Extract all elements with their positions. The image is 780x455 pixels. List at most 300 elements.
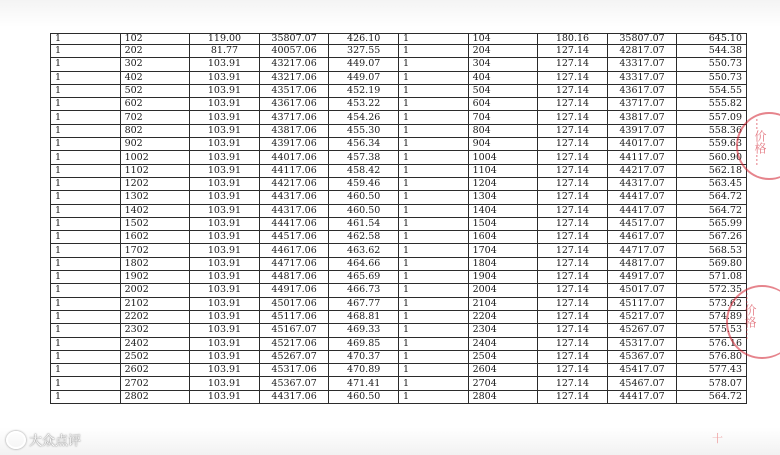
table-cell: 1002: [120, 151, 190, 164]
table-cell: 1504: [468, 217, 538, 230]
table-cell: 104: [468, 34, 538, 45]
table-cell: 1: [398, 390, 468, 403]
table-row: [51, 390, 747, 403]
table-cell: 103.91: [190, 98, 260, 111]
table-cell: 44717.06: [259, 257, 329, 270]
table-cell: 35807.07: [259, 34, 329, 45]
table-cell: 460.50: [329, 390, 399, 403]
table-cell: 1604: [468, 231, 538, 244]
table-row: [51, 138, 747, 151]
table-cell: 564.72: [677, 191, 747, 204]
table-cell: 404: [468, 71, 538, 84]
table-cell: 1: [51, 310, 121, 323]
table-cell: 1: [398, 164, 468, 177]
table-cell: 576.80: [677, 350, 747, 363]
table-cell: 44117.07: [607, 151, 677, 164]
table-cell: 2304: [468, 324, 538, 337]
table-row: [51, 337, 747, 350]
table-cell: 45117.06: [259, 310, 329, 323]
table-cell: 127.14: [538, 377, 608, 390]
table-cell: 44417.06: [259, 217, 329, 230]
table-cell: 504: [468, 84, 538, 97]
table-cell: 43817.06: [259, 124, 329, 137]
table-cell: 127.14: [538, 217, 608, 230]
table-cell: 1: [51, 377, 121, 390]
table-cell: 103.91: [190, 310, 260, 323]
table-cell: 559.63: [677, 138, 747, 151]
price-table: [50, 33, 747, 404]
table-cell: 127.14: [538, 204, 608, 217]
table-cell: 463.62: [329, 244, 399, 257]
table-cell: 1: [51, 98, 121, 111]
watermark: [6, 430, 81, 449]
table-cell: 45267.07: [607, 324, 677, 337]
table-cell: 554.55: [677, 84, 747, 97]
table-cell: 1: [398, 310, 468, 323]
table-cell: 458.42: [329, 164, 399, 177]
table-cell: 560.90: [677, 151, 747, 164]
table-cell: 45017.07: [607, 284, 677, 297]
table-cell: 1: [51, 164, 121, 177]
table-cell: 44617.07: [607, 231, 677, 244]
table-cell: 45267.07: [259, 350, 329, 363]
table-cell: 103.91: [190, 364, 260, 377]
table-cell: 1304: [468, 191, 538, 204]
table-cell: 572.35: [677, 284, 747, 297]
table-cell: 1: [51, 84, 121, 97]
table-cell: 45117.07: [607, 297, 677, 310]
table-row: [51, 191, 747, 204]
table-cell: 1: [398, 350, 468, 363]
table-cell: 1: [398, 98, 468, 111]
table-cell: 2104: [468, 297, 538, 310]
table-cell: 466.73: [329, 284, 399, 297]
table-cell: 103.91: [190, 58, 260, 71]
table-cell: 44217.07: [607, 164, 677, 177]
table-row: [51, 217, 747, 230]
table-cell: 573.62: [677, 297, 747, 310]
table-row: [51, 310, 747, 323]
table-cell: 1602: [120, 231, 190, 244]
table-cell: 127.14: [538, 177, 608, 190]
table-cell: 202: [120, 45, 190, 58]
table-cell: 2602: [120, 364, 190, 377]
table-cell: 550.73: [677, 58, 747, 71]
table-cell: 402: [120, 71, 190, 84]
table-cell: 127.14: [538, 257, 608, 270]
table-cell: 127.14: [538, 191, 608, 204]
table-cell: 40057.06: [259, 45, 329, 58]
table-cell: 578.07: [677, 377, 747, 390]
table-cell: 43917.07: [607, 124, 677, 137]
table-cell: 127.14: [538, 84, 608, 97]
price-table-body: [51, 34, 747, 404]
seal-text: …价格…: [753, 118, 767, 166]
table-cell: 804: [468, 124, 538, 137]
table-cell: 1: [51, 297, 121, 310]
table-cell: 2504: [468, 350, 538, 363]
table-cell: 1: [398, 364, 468, 377]
table-cell: 1: [398, 337, 468, 350]
table-cell: 127.14: [538, 98, 608, 111]
table-cell: 43617.07: [607, 84, 677, 97]
table-cell: 44517.07: [607, 217, 677, 230]
table-cell: 44017.06: [259, 151, 329, 164]
table-cell: 1: [398, 34, 468, 45]
ring-logo-icon: [6, 431, 26, 449]
table-cell: 44417.07: [607, 390, 677, 403]
table-cell: 127.14: [538, 324, 608, 337]
table-row: [51, 84, 747, 97]
table-cell: 1: [398, 257, 468, 270]
table-cell: 44417.07: [607, 204, 677, 217]
table-cell: 1502: [120, 217, 190, 230]
table-row: [51, 204, 747, 217]
table-cell: 44117.06: [259, 164, 329, 177]
table-cell: 1: [398, 204, 468, 217]
table-cell: 127.14: [538, 151, 608, 164]
table-cell: 544.38: [677, 45, 747, 58]
table-cell: 1: [398, 138, 468, 151]
table-cell: 1: [398, 151, 468, 164]
table-cell: 43617.06: [259, 98, 329, 111]
table-cell: 103.91: [190, 217, 260, 230]
table-cell: 470.89: [329, 364, 399, 377]
table-cell: 43917.06: [259, 138, 329, 151]
table-cell: 44417.07: [607, 191, 677, 204]
table-cell: 1302: [120, 191, 190, 204]
table-cell: 1: [398, 271, 468, 284]
table-cell: 43217.06: [259, 71, 329, 84]
table-cell: 44317.06: [259, 191, 329, 204]
table-cell: 576.16: [677, 337, 747, 350]
table-cell: 1: [51, 390, 121, 403]
table-cell: 454.26: [329, 111, 399, 124]
table-cell: 555.82: [677, 98, 747, 111]
table-row: [51, 284, 747, 297]
table-cell: 103.91: [190, 337, 260, 350]
table-cell: 2002: [120, 284, 190, 297]
table-cell: 127.14: [538, 124, 608, 137]
table-cell: 1: [51, 364, 121, 377]
table-cell: 462.58: [329, 231, 399, 244]
table-row: [51, 350, 747, 363]
table-cell: 44317.07: [607, 177, 677, 190]
table-cell: 470.37: [329, 350, 399, 363]
table-cell: 1: [51, 151, 121, 164]
table-cell: 127.14: [538, 231, 608, 244]
table-cell: 1: [398, 71, 468, 84]
table-cell: 43817.07: [607, 111, 677, 124]
table-cell: 704: [468, 111, 538, 124]
table-cell: 43717.07: [607, 98, 677, 111]
table-row: [51, 98, 747, 111]
table-row: [51, 257, 747, 270]
table-cell: 1: [51, 111, 121, 124]
table-cell: 562.18: [677, 164, 747, 177]
table-cell: 2102: [120, 297, 190, 310]
table-row: [51, 151, 747, 164]
table-cell: 1102: [120, 164, 190, 177]
table-cell: 103.91: [190, 84, 260, 97]
table-cell: 457.38: [329, 151, 399, 164]
table-cell: 1: [51, 124, 121, 137]
table-row: [51, 58, 747, 71]
table-cell: 1: [398, 45, 468, 58]
table-cell: 103.91: [190, 297, 260, 310]
table-cell: 904: [468, 138, 538, 151]
watermark-label: 大众点评: [29, 434, 82, 449]
table-cell: 302: [120, 58, 190, 71]
table-row: [51, 271, 747, 284]
table-cell: 304: [468, 58, 538, 71]
table-cell: 119.00: [190, 34, 260, 45]
table-cell: 571.08: [677, 271, 747, 284]
table-cell: 103.91: [190, 271, 260, 284]
table-cell: 567.26: [677, 231, 747, 244]
table-cell: 45317.07: [607, 337, 677, 350]
table-cell: 1: [51, 217, 121, 230]
table-row: [51, 45, 747, 58]
table-cell: 2004: [468, 284, 538, 297]
table-cell: 1702: [120, 244, 190, 257]
table-cell: 103.91: [190, 71, 260, 84]
table-cell: 44917.07: [607, 271, 677, 284]
table-cell: 1: [398, 191, 468, 204]
table-cell: 465.69: [329, 271, 399, 284]
table-cell: 103.91: [190, 124, 260, 137]
table-cell: 565.99: [677, 217, 747, 230]
table-cell: 2202: [120, 310, 190, 323]
table-cell: 45317.06: [259, 364, 329, 377]
table-cell: 449.07: [329, 58, 399, 71]
table-cell: 1: [51, 350, 121, 363]
table-cell: 1: [51, 231, 121, 244]
table-cell: 103.91: [190, 191, 260, 204]
table-cell: 42817.07: [607, 45, 677, 58]
table-cell: 1: [51, 58, 121, 71]
table-cell: 103.91: [190, 244, 260, 257]
table-cell: 1: [398, 297, 468, 310]
table-cell: 604: [468, 98, 538, 111]
table-cell: 1: [51, 191, 121, 204]
table-row: [51, 297, 747, 310]
table-row: [51, 244, 747, 257]
table-cell: 127.14: [538, 58, 608, 71]
table-cell: 426.10: [329, 34, 399, 45]
table-cell: 1104: [468, 164, 538, 177]
table-cell: 1202: [120, 177, 190, 190]
table-cell: 43317.07: [607, 71, 677, 84]
table-cell: 1: [51, 204, 121, 217]
table-cell: 44817.07: [607, 257, 677, 270]
table-cell: 1: [398, 177, 468, 190]
table-cell: 44217.06: [259, 177, 329, 190]
table-cell: 1: [51, 257, 121, 270]
table-cell: 2402: [120, 337, 190, 350]
table-cell: 456.34: [329, 138, 399, 151]
table-cell: 1: [398, 58, 468, 71]
table-cell: 45367.07: [607, 350, 677, 363]
table-cell: 103.91: [190, 231, 260, 244]
table-cell: 902: [120, 138, 190, 151]
table-cell: 1: [398, 111, 468, 124]
table-cell: 577.43: [677, 364, 747, 377]
table-cell: 103.91: [190, 138, 260, 151]
table-row: [51, 231, 747, 244]
table-cell: 44317.06: [259, 204, 329, 217]
table-cell: 43317.07: [607, 58, 677, 71]
table-cell: 460.50: [329, 191, 399, 204]
table-cell: 1402: [120, 204, 190, 217]
table-cell: 45217.06: [259, 337, 329, 350]
table-cell: 2302: [120, 324, 190, 337]
table-cell: 1802: [120, 257, 190, 270]
table-cell: 460.50: [329, 204, 399, 217]
table-cell: 103.91: [190, 111, 260, 124]
table-cell: 453.22: [329, 98, 399, 111]
table-row: [51, 124, 747, 137]
table-cell: 2204: [468, 310, 538, 323]
table-cell: 127.14: [538, 350, 608, 363]
table-cell: 103.91: [190, 284, 260, 297]
table-cell: 574.89: [677, 310, 747, 323]
table-cell: 557.09: [677, 111, 747, 124]
table-cell: 449.07: [329, 71, 399, 84]
table-cell: 35807.07: [607, 34, 677, 45]
table-cell: 44017.07: [607, 138, 677, 151]
table-cell: 45217.07: [607, 310, 677, 323]
table-cell: 1: [51, 284, 121, 297]
table-cell: 471.41: [329, 377, 399, 390]
table-cell: 127.14: [538, 45, 608, 58]
table-cell: 103.91: [190, 177, 260, 190]
table-cell: 568.53: [677, 244, 747, 257]
table-cell: 103.91: [190, 257, 260, 270]
table-row: [51, 164, 747, 177]
table-cell: 180.16: [538, 34, 608, 45]
corner-mark: 十: [712, 432, 723, 445]
table-cell: 45017.06: [259, 297, 329, 310]
table-cell: 2404: [468, 337, 538, 350]
table-cell: 127.14: [538, 71, 608, 84]
table-cell: 44917.06: [259, 284, 329, 297]
table-row: [51, 71, 747, 84]
table-cell: 127.14: [538, 284, 608, 297]
table-cell: 204: [468, 45, 538, 58]
table-cell: 127.14: [538, 364, 608, 377]
table-cell: 575.53: [677, 324, 747, 337]
table-cell: 563.45: [677, 177, 747, 190]
table-cell: 1: [51, 271, 121, 284]
table-cell: 44517.06: [259, 231, 329, 244]
table-cell: 468.81: [329, 310, 399, 323]
table-cell: 1: [51, 45, 121, 58]
table-cell: 1904: [468, 271, 538, 284]
table-cell: 127.14: [538, 138, 608, 151]
table-cell: 469.85: [329, 337, 399, 350]
table-cell: 702: [120, 111, 190, 124]
table-cell: 1: [398, 284, 468, 297]
table-cell: 1902: [120, 271, 190, 284]
table-row: [51, 377, 747, 390]
table-cell: 44617.06: [259, 244, 329, 257]
table-cell: 45467.07: [607, 377, 677, 390]
table-cell: 45417.07: [607, 364, 677, 377]
table-cell: 81.77: [190, 45, 260, 58]
table-cell: 1: [51, 324, 121, 337]
table-cell: 2704: [468, 377, 538, 390]
table-cell: 1804: [468, 257, 538, 270]
table-cell: 469.33: [329, 324, 399, 337]
table-cell: 127.14: [538, 244, 608, 257]
table-cell: 45167.07: [259, 324, 329, 337]
table-cell: 127.14: [538, 111, 608, 124]
table-cell: 103.91: [190, 204, 260, 217]
table-cell: 569.80: [677, 257, 747, 270]
table-cell: 452.19: [329, 84, 399, 97]
table-cell: 2604: [468, 364, 538, 377]
table-cell: 43217.06: [259, 58, 329, 71]
table-row: [51, 177, 747, 190]
table-cell: 455.30: [329, 124, 399, 137]
table-cell: 802: [120, 124, 190, 137]
table-cell: 127.14: [538, 337, 608, 350]
table-cell: 127.14: [538, 310, 608, 323]
table-cell: 461.54: [329, 217, 399, 230]
table-cell: 327.55: [329, 45, 399, 58]
table-cell: 1: [51, 244, 121, 257]
table-row: [51, 111, 747, 124]
table-cell: 1204: [468, 177, 538, 190]
table-cell: 502: [120, 84, 190, 97]
table-cell: 103.91: [190, 390, 260, 403]
table-cell: 1: [398, 231, 468, 244]
table-cell: 602: [120, 98, 190, 111]
table-cell: 1: [398, 377, 468, 390]
table-cell: 43517.06: [259, 84, 329, 97]
table-cell: 2802: [120, 390, 190, 403]
table-cell: 1: [51, 34, 121, 45]
table-cell: 127.14: [538, 164, 608, 177]
table-cell: 467.77: [329, 297, 399, 310]
table-cell: 2702: [120, 377, 190, 390]
table-cell: 550.73: [677, 71, 747, 84]
table-cell: 1: [51, 177, 121, 190]
table-cell: 127.14: [538, 271, 608, 284]
table-row: [51, 364, 747, 377]
table-cell: 1: [398, 244, 468, 257]
table-cell: 564.72: [677, 390, 747, 403]
table-cell: 1004: [468, 151, 538, 164]
table-cell: 645.10: [677, 34, 747, 45]
table-cell: 127.14: [538, 390, 608, 403]
table-cell: 1: [398, 324, 468, 337]
table-cell: 45367.07: [259, 377, 329, 390]
table-cell: 564.72: [677, 204, 747, 217]
table-cell: 103.91: [190, 164, 260, 177]
table-cell: 1404: [468, 204, 538, 217]
table-cell: 1: [51, 337, 121, 350]
table-cell: 44317.06: [259, 390, 329, 403]
table-cell: 127.14: [538, 297, 608, 310]
table-cell: 103.91: [190, 377, 260, 390]
table-cell: 44717.07: [607, 244, 677, 257]
table-cell: 1: [51, 138, 121, 151]
table-cell: 2804: [468, 390, 538, 403]
table-cell: 43717.06: [259, 111, 329, 124]
table-cell: 103.91: [190, 350, 260, 363]
